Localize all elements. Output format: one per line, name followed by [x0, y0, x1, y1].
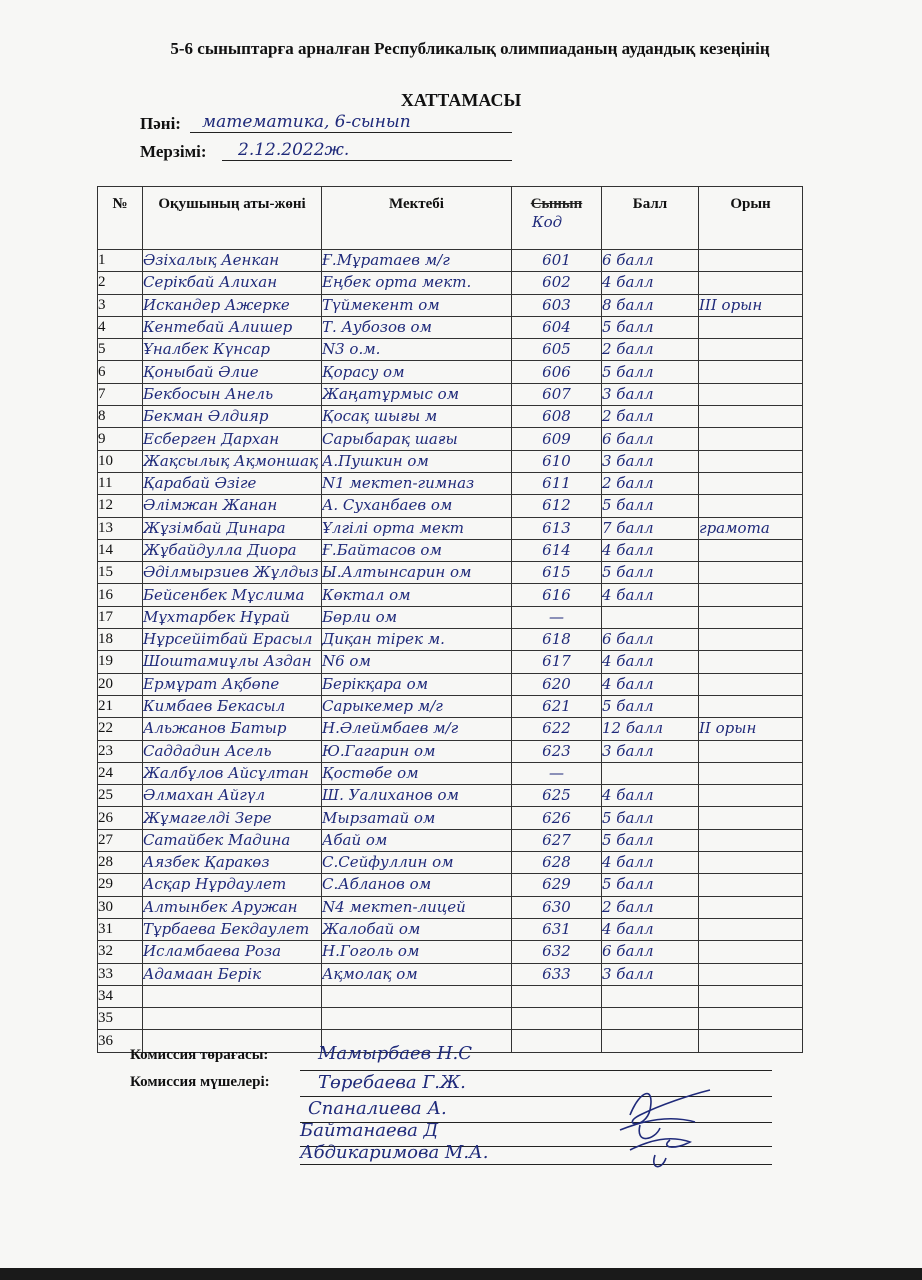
cell-place [699, 606, 803, 628]
cell-place [699, 985, 803, 1007]
cell-school: Түймекент ом [322, 294, 512, 316]
table-row [98, 294, 803, 316]
cell-code: 602 [512, 272, 602, 294]
cell-score: 4 балл [602, 785, 699, 807]
num: 14 [98, 539, 143, 561]
table-row [98, 807, 803, 829]
cell-school: С.Абланов ом [322, 874, 512, 896]
cell-school: N3 о.м. [322, 339, 512, 361]
cell-name: Адамаан Берік [143, 963, 322, 985]
cell-name: Қоныбай Әлие [143, 361, 322, 383]
cell-place [699, 495, 803, 517]
members-label: Комиссия мүшелері: [130, 1074, 270, 1090]
cell-score: 3 балл [602, 450, 699, 472]
num: 3 [98, 294, 143, 316]
date-field [140, 140, 350, 162]
scan-edge [0, 1268, 922, 1280]
cell-school: Ғ.Байтасов ом [322, 539, 512, 561]
cell-place [699, 852, 803, 874]
num: 27 [98, 829, 143, 851]
cell-school: Абай ом [322, 829, 512, 851]
cell-code: 633 [512, 963, 602, 985]
cell-name: Мұхтарбек Нұрай [143, 606, 322, 628]
table-row [98, 562, 803, 584]
cell-score: 5 балл [602, 562, 699, 584]
cell-place [699, 941, 803, 963]
num: 17 [98, 606, 143, 628]
cell-place [699, 762, 803, 784]
header-school: Мектебі [322, 187, 512, 250]
cell-code: 614 [512, 539, 602, 561]
cell-code [512, 985, 602, 1007]
cell-score: 5 балл [602, 829, 699, 851]
cell-score [602, 1008, 699, 1030]
table-row [98, 829, 803, 851]
cell-place [699, 896, 803, 918]
num: 33 [98, 963, 143, 985]
cell-score [602, 606, 699, 628]
cell-score: 4 балл [602, 852, 699, 874]
num: 36 [98, 1030, 143, 1052]
cell-code: 620 [512, 673, 602, 695]
member-1: Төребаева Г.Ж. [318, 1072, 466, 1093]
table-row [98, 517, 803, 539]
cell-code: — [512, 606, 602, 628]
date-value: 2.12.2022ж. [238, 140, 350, 160]
cell-name [143, 985, 322, 1007]
cell-code: 612 [512, 495, 602, 517]
cell-school: Н.Әлеймбаев м/г [322, 718, 512, 740]
cell-code: 618 [512, 629, 602, 651]
num: 1 [98, 250, 143, 272]
cell-code: 623 [512, 740, 602, 762]
cell-place [699, 1030, 803, 1052]
cell-code: 601 [512, 250, 602, 272]
num: 21 [98, 695, 143, 717]
cell-code: 605 [512, 339, 602, 361]
cell-score: 5 балл [602, 361, 699, 383]
cell-school: Ю.Гагарин ом [322, 740, 512, 762]
cell-name: Кентебай Алишер [143, 316, 322, 338]
num: 32 [98, 941, 143, 963]
cell-place [699, 651, 803, 673]
num: 22 [98, 718, 143, 740]
cell-place [699, 740, 803, 762]
cell-score: 5 балл [602, 695, 699, 717]
cell-name: Нұрсейітбай Ерасыл [143, 629, 322, 651]
cell-name: Саддадин Асель [143, 740, 322, 762]
cell-name: Сатайбек Мадина [143, 829, 322, 851]
cell-name: Асқар Нұрдаулет [143, 874, 322, 896]
num: 7 [98, 383, 143, 405]
num: 28 [98, 852, 143, 874]
num: 11 [98, 472, 143, 494]
subject-field [140, 112, 411, 134]
num: 8 [98, 406, 143, 428]
cell-name: Жалбұлов Айсұлтан [143, 762, 322, 784]
cell-school: N6 ом [322, 651, 512, 673]
chair-label: Комиссия төрағасы: [130, 1047, 269, 1063]
num: 12 [98, 495, 143, 517]
cell-score: 4 балл [602, 651, 699, 673]
member-2: Спаналиева А. [308, 1098, 447, 1119]
cell-code: 608 [512, 406, 602, 428]
cell-school: Ш. Уалиханов ом [322, 785, 512, 807]
cell-school: Ұлгілі орта мект [322, 517, 512, 539]
cell-code: 629 [512, 874, 602, 896]
cell-score: 2 балл [602, 339, 699, 361]
cell-code: — [512, 762, 602, 784]
cell-code: 606 [512, 361, 602, 383]
cell-school: Берікқара ом [322, 673, 512, 695]
cell-score: 8 балл [602, 294, 699, 316]
cell-code: 611 [512, 472, 602, 494]
cell-name: Жақсылық Ақмоншақ [143, 450, 322, 472]
cell-place [699, 695, 803, 717]
num: 13 [98, 517, 143, 539]
cell-score: 2 балл [602, 896, 699, 918]
cell-place [699, 406, 803, 428]
table-row [98, 985, 803, 1007]
cell-place: II орын [699, 718, 803, 740]
date-label: Мерзімі: [140, 142, 207, 161]
cell-name: Жұмагелді Зере [143, 807, 322, 829]
cell-name: Қарабай Әзіге [143, 472, 322, 494]
cell-school: Қостөбе ом [322, 762, 512, 784]
cell-score: 7 балл [602, 517, 699, 539]
cell-place: III орын [699, 294, 803, 316]
member-4: Абдикаримова М.А. [300, 1142, 489, 1163]
num: 35 [98, 1008, 143, 1030]
document-subtitle: ХАТТАМАСЫ [400, 90, 522, 110]
cell-score: 4 балл [602, 272, 699, 294]
cell-school: Н.Гоголь ом [322, 941, 512, 963]
header-grade [512, 187, 602, 250]
cell-score: 5 балл [602, 495, 699, 517]
table-row [98, 762, 803, 784]
cell-place [699, 584, 803, 606]
cell-place [699, 539, 803, 561]
cell-name: Бекбосын Анель [143, 383, 322, 405]
table-row [98, 316, 803, 338]
header-grade-struck: Сынып [530, 196, 583, 212]
cell-score: 4 балл [602, 673, 699, 695]
table-row [98, 651, 803, 673]
cell-name: Бейсенбек Мұслима [143, 584, 322, 606]
cell-place [699, 472, 803, 494]
cell-name: Ұналбек Күнсар [143, 339, 322, 361]
table-row [98, 695, 803, 717]
cell-name: Жұбайдулла Диора [143, 539, 322, 561]
cell-code: 613 [512, 517, 602, 539]
cell-place [699, 829, 803, 851]
cell-code: 628 [512, 852, 602, 874]
cell-score: 5 балл [602, 807, 699, 829]
cell-name: Бекман Әлдияр [143, 406, 322, 428]
num: 10 [98, 450, 143, 472]
cell-code: 609 [512, 428, 602, 450]
cell-place [699, 361, 803, 383]
cell-code [512, 1008, 602, 1030]
cell-school [322, 1008, 512, 1030]
cell-school: Жалобай ом [322, 918, 512, 940]
table-row [98, 785, 803, 807]
cell-place [699, 316, 803, 338]
cell-place [699, 250, 803, 272]
cell-score: 4 балл [602, 584, 699, 606]
table-row [98, 673, 803, 695]
cell-score: 2 балл [602, 406, 699, 428]
cell-name: Тұрбаева Бекдаулет [143, 918, 322, 940]
cell-place [699, 272, 803, 294]
table-row [98, 629, 803, 651]
cell-school: А. Суханбаев ом [322, 495, 512, 517]
table-header-row [98, 187, 803, 250]
table-row [98, 874, 803, 896]
table-row [98, 250, 803, 272]
table-row [98, 740, 803, 762]
cell-place [699, 383, 803, 405]
cell-name: Әлмахан Айгүл [143, 785, 322, 807]
cell-code: 622 [512, 718, 602, 740]
cell-score: 4 балл [602, 918, 699, 940]
cell-place [699, 918, 803, 940]
cell-school: N4 мектеп-лицей [322, 896, 512, 918]
cell-place [699, 963, 803, 985]
table-row [98, 718, 803, 740]
table-row [98, 606, 803, 628]
cell-place [699, 785, 803, 807]
cell-school: С.Сейфуллин ом [322, 852, 512, 874]
table-row [98, 450, 803, 472]
cell-score [602, 1030, 699, 1052]
num: 4 [98, 316, 143, 338]
cell-name: Исламбаева Роза [143, 941, 322, 963]
header-name: Оқушының аты-жөні [143, 187, 322, 250]
table-row [98, 918, 803, 940]
table-row [98, 584, 803, 606]
cell-school: А.Пушкин ом [322, 450, 512, 472]
signatures [600, 1070, 720, 1180]
cell-school: Ы.Алтынсарин ом [322, 562, 512, 584]
cell-place: грамота [699, 517, 803, 539]
cell-name: Әзіхалық Аенкан [143, 250, 322, 272]
cell-place [699, 673, 803, 695]
cell-code: 603 [512, 294, 602, 316]
cell-code: 631 [512, 918, 602, 940]
table-row [98, 472, 803, 494]
cell-school: N1 мектеп-гимназ [322, 472, 512, 494]
cell-name: Алтынбек Аружан [143, 896, 322, 918]
cell-name: Әлімжан Жанан [143, 495, 322, 517]
subject-value: математика, 6-сынып [202, 112, 411, 132]
cell-code: 616 [512, 584, 602, 606]
table-row [98, 852, 803, 874]
subject-label: Пәні: [140, 114, 181, 133]
cell-name [143, 1008, 322, 1030]
cell-name: Есберген Дархан [143, 428, 322, 450]
cell-school: Сарыкемер м/г [322, 695, 512, 717]
cell-score: 6 балл [602, 428, 699, 450]
cell-place [699, 1008, 803, 1030]
cell-place [699, 629, 803, 651]
table-row [98, 941, 803, 963]
cell-name: Ермұрат Ақбөпе [143, 673, 322, 695]
num: 23 [98, 740, 143, 762]
cell-code: 630 [512, 896, 602, 918]
cell-score: 3 балл [602, 383, 699, 405]
cell-code [512, 1030, 602, 1052]
header-place: Орын [699, 187, 803, 250]
cell-code: 615 [512, 562, 602, 584]
cell-school: Бөрли ом [322, 606, 512, 628]
cell-code: 610 [512, 450, 602, 472]
header-code-handwritten: Код [532, 213, 563, 231]
table-row [98, 361, 803, 383]
cell-school: Ғ.Мұратаев м/г [322, 250, 512, 272]
cell-score: 3 балл [602, 963, 699, 985]
cell-score [602, 762, 699, 784]
table-row [98, 495, 803, 517]
cell-school: Мырзатай ом [322, 807, 512, 829]
num: 6 [98, 361, 143, 383]
cell-score: 2 балл [602, 472, 699, 494]
cell-school: Қорасу ом [322, 361, 512, 383]
num: 29 [98, 874, 143, 896]
cell-code: 604 [512, 316, 602, 338]
cell-school: Т. Аубозов ом [322, 316, 512, 338]
cell-score: 6 балл [602, 629, 699, 651]
cell-school: Ақмолақ ом [322, 963, 512, 985]
cell-code: 617 [512, 651, 602, 673]
cell-score: 6 балл [602, 941, 699, 963]
num: 30 [98, 896, 143, 918]
table-row [98, 428, 803, 450]
cell-code: 625 [512, 785, 602, 807]
table-row [98, 896, 803, 918]
num: 26 [98, 807, 143, 829]
document-title: 5-6 сыныптарға арналған Республикалық олимпиаданың аудандық кезеңінің [170, 39, 770, 58]
cell-score: 3 балл [602, 740, 699, 762]
table-row [98, 383, 803, 405]
cell-name: Жұзімбай Динара [143, 517, 322, 539]
cell-school: Жаңатұрмыс ом [322, 383, 512, 405]
num: 34 [98, 985, 143, 1007]
cell-code: 627 [512, 829, 602, 851]
cell-score: 4 балл [602, 539, 699, 561]
table-row [98, 1008, 803, 1030]
num: 20 [98, 673, 143, 695]
header-num: № [98, 187, 143, 250]
cell-name: Аязбек Қаракөз [143, 852, 322, 874]
cell-score: 6 балл [602, 250, 699, 272]
cell-school: Көктал ом [322, 584, 512, 606]
cell-place [699, 562, 803, 584]
cell-code: 607 [512, 383, 602, 405]
cell-code: 632 [512, 941, 602, 963]
cell-school: Диқан тірек м. [322, 629, 512, 651]
num: 16 [98, 584, 143, 606]
cell-name: Альжанов Батыр [143, 718, 322, 740]
cell-score: 5 балл [602, 316, 699, 338]
cell-name: Искандер Ажерке [143, 294, 322, 316]
num: 18 [98, 629, 143, 651]
cell-school [322, 985, 512, 1007]
cell-place [699, 807, 803, 829]
cell-name: Шоштамиұлы Аздан [143, 651, 322, 673]
cell-school: Еңбек орта мект. [322, 272, 512, 294]
table-row [98, 339, 803, 361]
num: 5 [98, 339, 143, 361]
cell-score: 12 балл [602, 718, 699, 740]
cell-code: 626 [512, 807, 602, 829]
cell-score [602, 985, 699, 1007]
cell-place [699, 428, 803, 450]
num: 2 [98, 272, 143, 294]
cell-name: Серікбай Алихан [143, 272, 322, 294]
num: 19 [98, 651, 143, 673]
num: 15 [98, 562, 143, 584]
num: 25 [98, 785, 143, 807]
cell-place [699, 450, 803, 472]
table-row [98, 963, 803, 985]
chair-name: Мамырбаев Н.С [318, 1043, 473, 1064]
cell-name: Әділмырзиев Жұлдыз [143, 562, 322, 584]
cell-score: 5 балл [602, 874, 699, 896]
results-table [97, 186, 803, 1053]
header-score: Балл [602, 187, 699, 250]
num: 24 [98, 762, 143, 784]
member-3: Байтанаева Д [300, 1120, 439, 1141]
cell-name: Кимбаев Бекасыл [143, 695, 322, 717]
table-row [98, 272, 803, 294]
cell-code: 621 [512, 695, 602, 717]
cell-place [699, 874, 803, 896]
table-row [98, 539, 803, 561]
cell-school: Қосақ шығы м [322, 406, 512, 428]
table-row [98, 406, 803, 428]
cell-place [699, 339, 803, 361]
cell-school: Сарыбарақ шағы [322, 428, 512, 450]
num: 9 [98, 428, 143, 450]
num: 31 [98, 918, 143, 940]
